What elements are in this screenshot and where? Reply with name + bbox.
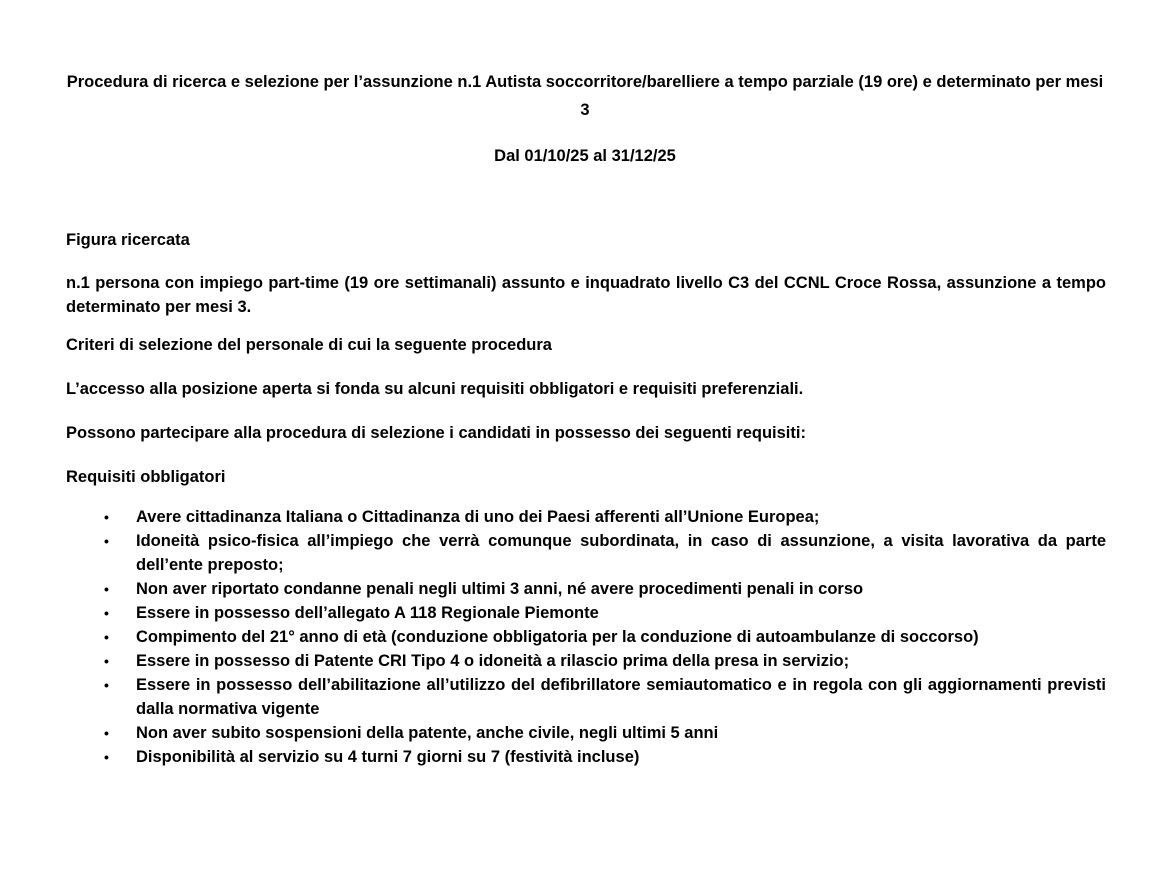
bullet-icon: •: [104, 605, 109, 621]
accesso-paragraph: L’accesso alla posizione aperta si fonda su alcuni requisiti obbligatori e requisiti preferenziali.: [66, 380, 804, 398]
list-item-text: Compimento del 21° anno di età (conduzione obbligatoria per la conduzione di autoambulanze di soccorso): [136, 628, 979, 646]
list-item: [104, 601, 1106, 625]
document-body: [66, 228, 1106, 769]
list-item-text: Idoneità psico-fisica all’impiego che verrà comunque subordinata, in caso di assunzione, a visita lavorativa da parte dell’ente preposto;: [136, 532, 1106, 574]
bullet-icon: •: [104, 677, 109, 693]
bullet-icon: •: [104, 653, 109, 669]
bullet-icon: •: [104, 581, 109, 597]
figura-description: n.1 persona con impiego part-time (19 ore settimanali) assunto e inquadrato livello C3 del CCNL Croce Rossa, assunzione a tempo determinato per mesi 3.: [66, 274, 1106, 316]
list-item-text: Disponibilità al servizio su 4 turni 7 giorni su 7 (festività incluse): [136, 748, 640, 766]
list-item-text: Essere in possesso dell’abilitazione all’utilizzo del defibrillatore semiautomatico e in regola con gli aggiornamenti previsti dalla normativa vigente: [136, 676, 1106, 718]
document-title: Procedura di ricerca e selezione per l’assunzione n.1 Autista soccorritore/barelliere a tempo parziale (19 ore) e determinato per mesi 3: [66, 73, 1104, 119]
bullet-icon: •: [104, 533, 109, 549]
bullet-icon: •: [104, 509, 109, 525]
list-item: [104, 673, 1106, 721]
section-heading-requisiti: Requisiti obbligatori: [66, 468, 226, 486]
section-heading-criteri: Criteri di selezione del personale di cui la seguente procedura: [66, 336, 552, 354]
list-item-text: Non aver subito sospensioni della patente, anche civile, negli ultimi 5 anni: [136, 724, 719, 742]
bullet-icon: •: [104, 629, 109, 645]
list-item: [104, 505, 1106, 529]
list-item: [104, 649, 1106, 673]
list-item-text: Avere cittadinanza Italiana o Cittadinanza di uno dei Paesi afferenti all’Unione Europea;: [136, 508, 820, 526]
date-range: Dal 01/10/25 al 31/12/25: [494, 147, 676, 165]
list-item: [104, 745, 1106, 769]
list-item: [104, 529, 1106, 577]
requisiti-list: [66, 505, 1106, 769]
list-item: [104, 577, 1106, 601]
list-item: [104, 721, 1106, 745]
list-item-text: Essere in possesso dell’allegato A 118 Regionale Piemonte: [136, 604, 599, 622]
section-heading-figura: Figura ricercata: [66, 231, 190, 249]
list-item-text: Essere in possesso di Patente CRI Tipo 4 o idoneità a rilascio prima della presa in servizio;: [136, 652, 850, 670]
list-item: [104, 625, 1106, 649]
bullet-icon: •: [104, 725, 109, 741]
list-item-text: Non aver riportato condanne penali negli ultimi 3 anni, né avere procedimenti penali in corso: [136, 580, 864, 598]
bullet-icon: •: [104, 749, 109, 765]
partecipare-paragraph: Possono partecipare alla procedura di selezione i candidati in possesso dei seguenti requisiti:: [66, 424, 806, 442]
